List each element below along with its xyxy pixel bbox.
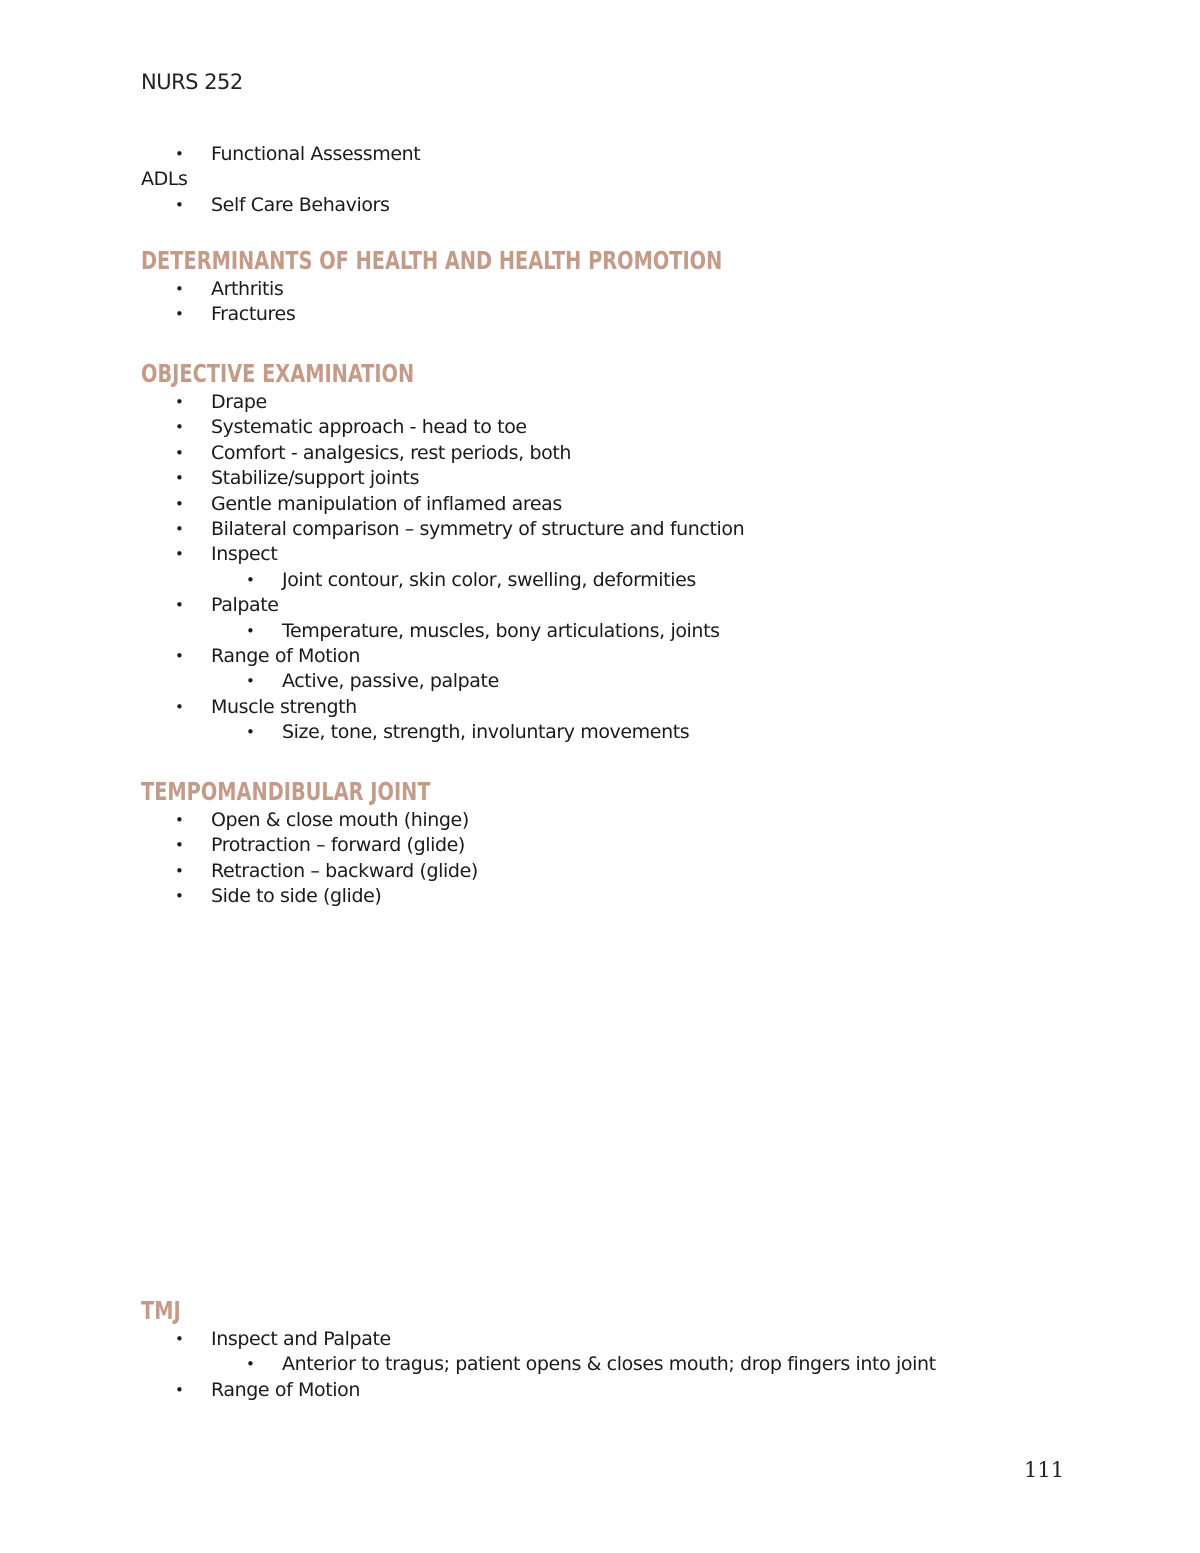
list-item-text: Self Care Behaviors xyxy=(211,193,390,216)
section-determinants xyxy=(141,245,1121,328)
section-tempomandibular-joint xyxy=(141,776,1121,910)
list-item xyxy=(141,441,1121,466)
bullet-icon: • xyxy=(175,145,184,163)
list-item-text: Muscle strength xyxy=(211,695,357,718)
page-number: 111 xyxy=(1024,1458,1065,1482)
bullet-icon: • xyxy=(175,1380,184,1399)
list-item xyxy=(141,492,1121,517)
sub-list-item xyxy=(141,669,1121,694)
section-heading: OBJECTIVE EXAMINATION xyxy=(141,359,415,388)
list-item xyxy=(141,193,1121,218)
list-item-text: Range of Motion xyxy=(211,645,361,668)
bullet-icon: • xyxy=(175,443,184,462)
sub-list-item xyxy=(141,720,1121,745)
list-item-text: Protraction – forward (glide) xyxy=(211,834,465,857)
bullet-icon: • xyxy=(246,1355,255,1374)
bullet-icon: • xyxy=(175,887,184,906)
bullet-icon: • xyxy=(175,697,184,716)
list-item-text: Comfort - analgesics, rest periods, both xyxy=(211,441,572,464)
sub-list-item xyxy=(141,1352,1121,1377)
bullet-icon: • xyxy=(246,570,255,589)
section-heading: DETERMINANTS OF HEALTH AND HEALTH PROMOTION xyxy=(141,246,723,275)
bullet-icon: • xyxy=(175,811,184,829)
intro-list xyxy=(141,142,1121,167)
list-item-text: Range of Motion xyxy=(211,1378,361,1401)
list-item-text: Inspect and Palpate xyxy=(211,1328,391,1350)
list-item-text: Palpate xyxy=(211,594,279,617)
sub-list-item xyxy=(141,568,1121,593)
list-item xyxy=(141,1378,1121,1403)
bullet-icon: • xyxy=(246,672,255,691)
list-item-text: Systematic approach - head to toe xyxy=(211,416,527,439)
section-heading: TEMPOMANDIBULAR JOINT xyxy=(141,777,431,806)
list-item-text: Arthritis xyxy=(211,278,284,300)
bullet-icon: • xyxy=(175,494,184,513)
bullet-icon: • xyxy=(175,1330,184,1348)
list-item xyxy=(141,593,1121,618)
bullet-icon: • xyxy=(175,280,184,298)
list-item-text: Size, tone, strength, involuntary movements xyxy=(282,721,690,744)
bullet-icon: • xyxy=(175,647,184,666)
list-item xyxy=(141,542,1121,567)
section-list xyxy=(141,808,1121,910)
bullet-icon: • xyxy=(175,393,184,411)
list-item-text: Stabilize/support joints xyxy=(211,467,420,490)
list-item-text: Fractures xyxy=(211,303,296,326)
bullet-icon: • xyxy=(246,621,255,640)
list-item xyxy=(141,390,1121,415)
list-item-text: Active, passive, palpate xyxy=(282,670,499,693)
list-item xyxy=(141,302,1121,327)
bullet-icon: • xyxy=(175,305,184,324)
section-tmj xyxy=(141,1295,1121,1403)
section-list xyxy=(141,277,1121,328)
list-item-text: Retraction – backward (glide) xyxy=(211,859,478,882)
intro-list-2 xyxy=(141,193,1121,218)
list-item-text: Gentle manipulation of inflamed areas xyxy=(211,492,562,515)
bullet-icon: • xyxy=(175,545,184,564)
list-item-text: Temperature, muscles, bony articulations, joints xyxy=(282,619,720,642)
section-objective-examination xyxy=(141,358,1121,746)
list-item xyxy=(141,859,1121,884)
list-item xyxy=(141,644,1121,669)
list-item xyxy=(141,884,1121,909)
list-item xyxy=(141,517,1121,542)
list-item xyxy=(141,466,1121,491)
section-heading: TMJ xyxy=(141,1296,181,1325)
bullet-icon: • xyxy=(175,418,184,437)
bullet-icon: • xyxy=(175,469,184,488)
bullet-icon: • xyxy=(246,723,255,742)
list-item xyxy=(141,277,1121,302)
list-item-text: Joint contour, skin color, swelling, deformities xyxy=(282,568,696,591)
list-item xyxy=(141,808,1121,833)
intro-block xyxy=(141,142,1121,218)
bullet-icon: • xyxy=(175,836,184,855)
list-item-text: Anterior to tragus; patient opens & closes mouth; drop fingers into joint xyxy=(282,1353,936,1376)
bullet-icon: • xyxy=(175,195,184,214)
list-item xyxy=(141,415,1121,440)
adls-label: ADLs xyxy=(141,168,188,191)
list-item-text: Side to side (glide) xyxy=(211,885,382,908)
list-item-text: Drape xyxy=(211,391,267,413)
list-item xyxy=(141,1327,1121,1352)
bullet-icon: • xyxy=(175,520,184,539)
bullet-icon: • xyxy=(175,596,184,615)
list-item xyxy=(141,142,1121,167)
list-item-text: Inspect xyxy=(211,543,278,566)
list-item xyxy=(141,695,1121,720)
section-list xyxy=(141,1327,1121,1403)
list-item-text: Bilateral comparison – symmetry of structure and function xyxy=(211,518,745,541)
page-header-course: NURS 252 xyxy=(141,70,243,94)
section-list xyxy=(141,390,1121,746)
list-item-text: Open & close mouth (hinge) xyxy=(211,809,469,831)
list-item-text: Functional Assessment xyxy=(211,143,421,165)
sub-list-item xyxy=(141,619,1121,644)
bullet-icon: • xyxy=(175,861,184,880)
list-item xyxy=(141,833,1121,858)
